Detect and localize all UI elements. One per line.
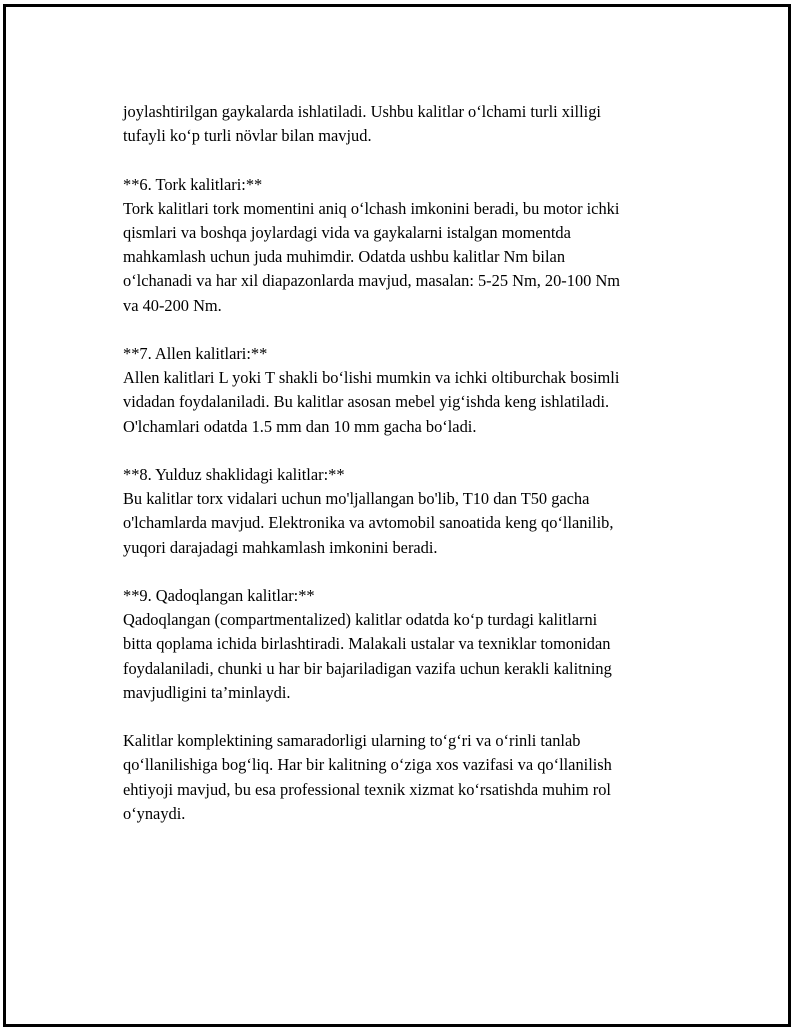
section-heading: **6. Tork kalitlari:** (123, 174, 263, 194)
text-line: tufayli koʻp turli növlar bilan mavjud. (123, 126, 372, 146)
paragraph-tork-kalitlari (123, 173, 693, 318)
paragraph-qadoqlangan-kalitlar (123, 584, 693, 705)
section-heading: **9. Qadoqlangan kalitlar:** (123, 586, 315, 605)
text-line: mavjudligini ta’minlaydi. (123, 682, 291, 702)
text-line: ehtiyoji mavjud, bu esa professional texnik xizmat koʻrsatishda muhim rol (123, 779, 611, 799)
text-line: mahkamlash uchun juda muhimdir. Odatda ushbu kalitlar Nm bilan (123, 247, 566, 267)
paragraph-intro (123, 100, 693, 148)
text-line: oʻlchanadi va har xil diapazonlarda mavjud, masalan: 5-25 Nm, 20-100 Nm (123, 271, 621, 291)
text-line: yuqori darajadagi mahkamlash imkonini beradi. (123, 537, 438, 557)
text-line: qismlari va boshqa joylardagi vida va gaykalarni istalgan momentda (123, 223, 571, 242)
text-line: oʻynaydi. (123, 803, 186, 823)
section-heading: **7. Allen kalitlari:** (123, 344, 268, 363)
text-line: Bu kalitlar torx vidalari uchun mo'ljallangan bo'lib, T10 dan T50 gacha (123, 489, 590, 509)
text-line: vidadan foydalaniladi. Bu kalitlar asosan mebel yigʻishda keng ishlatiladi. (123, 392, 610, 412)
section-heading: **8. Yulduz shaklidagi kalitlar:** (123, 465, 345, 484)
text-line: Allen kalitlari L yoki T shakli boʻlishi mumkin va ichki oltiburchak bosimli (123, 368, 620, 388)
text-line: va 40-200 Nm. (123, 295, 222, 315)
text-line: Qadoqlangan (compartmentalized) kalitlar odatda koʻp turdagi kalitlarni (123, 610, 598, 630)
text-line: foydalaniladi, chunki u har bir bajariladigan vazifa uchun kerakli kalitning (123, 658, 612, 678)
text-line: Kalitlar komplektining samaradorligi ularning toʻgʻri va oʻrinli tanlab (123, 731, 581, 751)
paragraph-conclusion (123, 729, 693, 826)
page-frame (3, 4, 791, 1027)
text-line: joylashtirilgan gaykalarda ishlatiladi. Ushbu kalitlar oʻlchami turli xilligi (123, 102, 601, 121)
text-line: Tork kalitlari tork momentini aniq oʻlchash imkonini beradi, bu motor ichki (123, 198, 620, 218)
document-body (123, 100, 693, 850)
paragraph-yulduz-kalitlar (123, 463, 693, 560)
paragraph-allen-kalitlari (123, 342, 693, 439)
text-line: qoʻllanilishiga bogʻliq. Har bir kalitning oʻziga xos vazifasi va qoʻllanilish (123, 755, 612, 775)
text-line: O'lchamlari odatda 1.5 mm dan 10 mm gacha boʻladi. (123, 416, 477, 436)
text-line: bitta qoplama ichida birlashtiradi. Malakali ustalar va texniklar tomonidan (123, 634, 611, 654)
text-line: o'lchamlarda mavjud. Elektronika va avtomobil sanoatida keng qoʻllanilib, (123, 513, 614, 533)
